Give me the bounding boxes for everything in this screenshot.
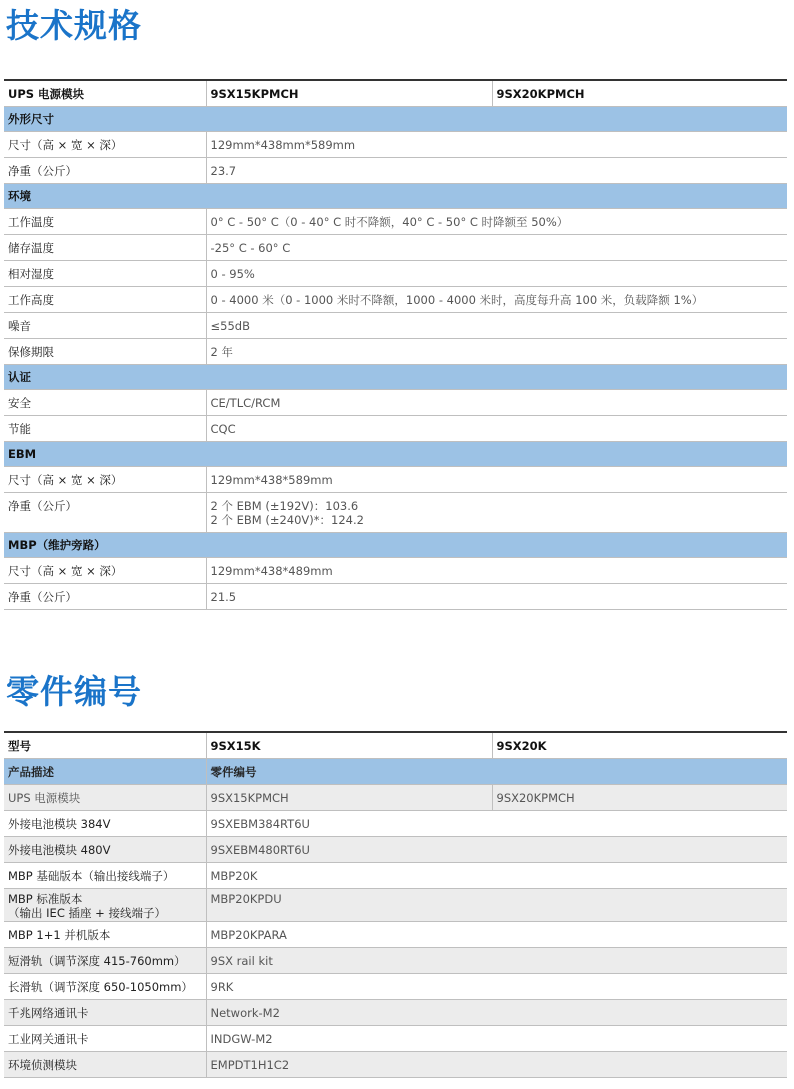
part-number: 9SX rail kit <box>206 948 787 974</box>
spec-label: 工作温度 <box>4 209 206 235</box>
spec-row <box>4 467 787 493</box>
section-title: 外形尺寸 <box>4 107 787 132</box>
spec-label: 相对湿度 <box>4 261 206 287</box>
spec-label: 工作高度 <box>4 287 206 313</box>
spec-row <box>4 313 787 339</box>
parts-subheader-row <box>4 759 787 785</box>
section-header <box>4 107 787 132</box>
spec-header-model-20k: 9SX20KPMCH <box>492 80 787 107</box>
spec-row <box>4 339 787 365</box>
parts-header-model-20k: 9SX20K <box>492 732 787 759</box>
spec-value: 0 - 95% <box>206 261 787 287</box>
part-desc: 工业网关通讯卡 <box>4 1026 206 1052</box>
section-header <box>4 533 787 558</box>
section-title: 认证 <box>4 365 787 390</box>
section-header <box>4 184 787 209</box>
parts-row <box>4 974 787 1000</box>
spec-value: 129mm*438*489mm <box>206 558 787 584</box>
part-desc: MBP 1+1 并机版本 <box>4 922 206 948</box>
parts-subheader-desc: 产品描述 <box>4 759 206 785</box>
parts-header-model-15k: 9SX15K <box>206 732 492 759</box>
part-desc: 长滑轨（调节深度 650-1050mm） <box>4 974 206 1000</box>
part-number-20k: 9SX20KPMCH <box>492 785 787 811</box>
spec-label: 尺寸（高 × 宽 × 深） <box>4 558 206 584</box>
part-number: MBP20K <box>206 863 787 889</box>
part-number: 9RK <box>206 974 787 1000</box>
spec-label: 保修期限 <box>4 339 206 365</box>
parts-row <box>4 785 787 811</box>
spec-value-line: 2 个 EBM (±240V)*：124.2 <box>210 513 364 527</box>
spec-value: 129mm*438*589mm <box>206 467 787 493</box>
parts-header-label: 型号 <box>4 732 206 759</box>
part-desc-line: MBP 标准版本 <box>8 892 83 906</box>
part-number: INDGW-M2 <box>206 1026 787 1052</box>
parts-row <box>4 889 787 922</box>
spec-table <box>4 79 787 610</box>
spec-value-line: 2 个 EBM (±192V)：103.6 <box>210 499 359 513</box>
part-desc: 环境侦测模块 <box>4 1052 206 1078</box>
parts-subheader-partno: 零件编号 <box>206 759 787 785</box>
parts-row <box>4 1000 787 1026</box>
spec-header-row <box>4 80 787 107</box>
parts-row <box>4 837 787 863</box>
part-desc: 外接电池模块 384V <box>4 811 206 837</box>
spec-label: 储存温度 <box>4 235 206 261</box>
spec-title: 技术规格 <box>6 6 142 45</box>
spec-value <box>206 493 787 533</box>
spec-row <box>4 416 787 442</box>
spec-header-label: UPS 电源模块 <box>4 80 206 107</box>
part-number: Network-M2 <box>206 1000 787 1026</box>
spec-label: 净重（公斤） <box>4 584 206 610</box>
parts-header-row <box>4 732 787 759</box>
part-desc: UPS 电源模块 <box>4 785 206 811</box>
parts-row <box>4 811 787 837</box>
parts-title: 零件编号 <box>6 672 142 711</box>
spec-row <box>4 390 787 416</box>
part-desc-line: （输出 IEC 插座 + 接线端子） <box>8 906 166 920</box>
spec-row <box>4 287 787 313</box>
spec-row <box>4 493 787 533</box>
section-header <box>4 442 787 467</box>
part-number: EMPDT1H1C2 <box>206 1052 787 1078</box>
section-title: MBP（维护旁路） <box>4 533 787 558</box>
spec-value: 23.7 <box>206 158 787 184</box>
spec-value: CE/TLC/RCM <box>206 390 787 416</box>
spec-row <box>4 132 787 158</box>
part-number: MBP20KPDU <box>206 889 787 922</box>
spec-value: ≤55dB <box>206 313 787 339</box>
section-title: 环境 <box>4 184 787 209</box>
spec-row <box>4 558 787 584</box>
spec-header-model-15k: 9SX15KPMCH <box>206 80 492 107</box>
spec-row <box>4 209 787 235</box>
part-number: 9SX15KPMCH <box>206 785 492 811</box>
spec-value: 2 年 <box>206 339 787 365</box>
spec-label: 节能 <box>4 416 206 442</box>
parts-row <box>4 948 787 974</box>
parts-row <box>4 922 787 948</box>
parts-row <box>4 1052 787 1078</box>
spec-row <box>4 261 787 287</box>
part-desc: 千兆网络通讯卡 <box>4 1000 206 1026</box>
spec-row <box>4 235 787 261</box>
section-title: EBM <box>4 442 787 467</box>
spec-label: 尺寸（高 × 宽 × 深） <box>4 467 206 493</box>
spec-row <box>4 158 787 184</box>
spec-value: CQC <box>206 416 787 442</box>
spec-label: 净重（公斤） <box>4 493 206 533</box>
parts-row <box>4 1026 787 1052</box>
parts-table <box>4 731 787 1078</box>
part-number: 9SXEBM480RT6U <box>206 837 787 863</box>
spec-value: 0 - 4000 米（0 - 1000 米时不降额，1000 - 4000 米时，高度每升高 100 米，负载降额 1%） <box>206 287 787 313</box>
part-number: MBP20KPARA <box>206 922 787 948</box>
spec-label: 安全 <box>4 390 206 416</box>
part-number: 9SXEBM384RT6U <box>206 811 787 837</box>
part-desc: MBP 基础版本（输出接线端子） <box>4 863 206 889</box>
parts-row <box>4 863 787 889</box>
part-desc: 外接电池模块 480V <box>4 837 206 863</box>
spec-label: 噪音 <box>4 313 206 339</box>
spec-value: 129mm*438mm*589mm <box>206 132 787 158</box>
spec-value: 21.5 <box>206 584 787 610</box>
spec-row <box>4 584 787 610</box>
part-desc <box>4 889 206 922</box>
spec-value: 0° C - 50° C（0 - 40° C 时不降额，40° C - 50° C 时降额至 50%） <box>206 209 787 235</box>
part-desc: 短滑轨（调节深度 415-760mm） <box>4 948 206 974</box>
spec-value: -25° C - 60° C <box>206 235 787 261</box>
spec-label: 尺寸（高 × 宽 × 深） <box>4 132 206 158</box>
section-header <box>4 365 787 390</box>
spec-label: 净重（公斤） <box>4 158 206 184</box>
